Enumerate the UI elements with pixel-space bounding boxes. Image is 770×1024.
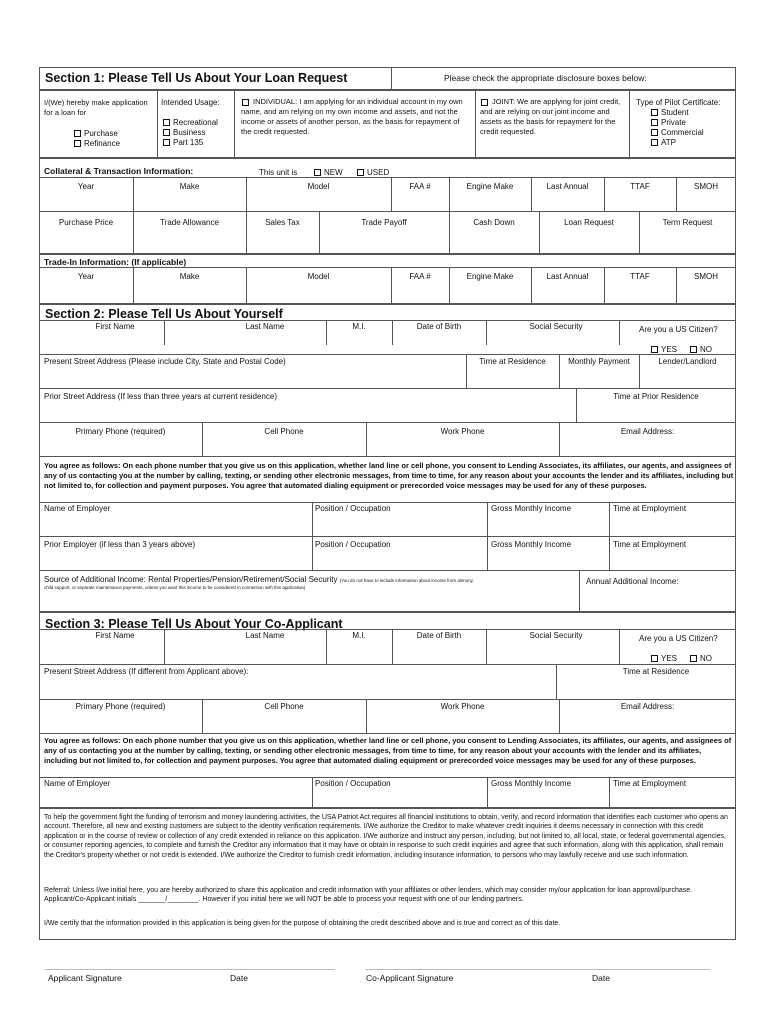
tradein-last-annual-field[interactable]: Last Annual [546,272,589,281]
position-field[interactable]: Position / Occupation [315,504,391,513]
individual-disclosure: INDIVIDUAL: I am applying for an individual account in my own name, and am relying on my own income and assets, and not the income or assets of another person, as the basis for repayment of the credit requested. [241,97,463,136]
cash-down-field[interactable]: Cash Down [473,218,515,227]
co-citizen-no[interactable]: NO [690,654,712,664]
section1-title: Section 1: Please Tell Us About Your Loan Request [45,71,348,85]
smoh-field[interactable]: SMOH [694,182,718,191]
referral-text: Referral: Unless I/we initial here, you are hereby authorized to share this application and credit information with your affiliates or other lenders, which may consider my/our application for loan approval/purchase. Applicant/Co-Applicant initials _______/________. However if you initial here we will NOT be able to process your request with one of our lending partners. [44,887,693,904]
address-field[interactable]: Present Street Address (Please include City, State and Postal Code) [44,357,286,366]
co-gross-income-field[interactable]: Gross Monthly Income [491,779,572,788]
unit-used-option[interactable]: USED [357,168,389,178]
work-phone-field[interactable]: Work Phone [440,427,485,436]
year-field[interactable]: Year [77,182,95,191]
sales-tax-field[interactable]: Sales Tax [265,218,300,227]
applicant-signature-line[interactable] [45,969,335,970]
refinance-option[interactable]: Refinance [74,139,120,149]
recreational-checkbox[interactable] [163,119,170,126]
trade-payoff-field[interactable]: Trade Payoff [361,218,407,227]
co-citizen-yes[interactable]: YES [651,654,677,664]
lender-landlord-field[interactable]: Lender/Landlord [658,357,717,366]
certification-text: I/We certify that the information provided in this application is being given for the purpose of obtaining the credit described above and is true and correct as of this date. [44,920,561,927]
additional-income-source-field[interactable]: Source of Additional Income: Rental Properties/Pension/Retirement/Social Security (You do not have to include information about income from alimony, [44,575,474,584]
first-name-field[interactable]: First Name [95,322,135,331]
tradein-faa-field[interactable]: FAA # [409,272,431,281]
citizen-yes[interactable]: YES [651,345,677,355]
co-cell-phone-field[interactable]: Cell Phone [264,702,304,711]
co-position-field[interactable]: Position / Occupation [315,779,391,788]
usage-business[interactable]: Business [163,128,205,138]
co-applicant-signature-label: Co-Applicant Signature [366,973,454,983]
time-employment-field[interactable]: Time at Employment [613,504,687,513]
section2-box [39,304,736,612]
dob-field[interactable]: Date of Birth [416,322,462,331]
business-checkbox[interactable] [163,129,170,136]
ttaf-field[interactable]: TTAF [630,182,650,191]
pilot-certificate-label: Type of Pilot Certificate: [636,98,721,107]
time-prior-residence-field[interactable]: Time at Prior Residence [613,392,699,401]
tradein-engine-field[interactable]: Engine Make [466,272,514,281]
usage-part135[interactable]: Part 135 [163,138,203,148]
primary-phone-field[interactable]: Primary Phone (required) [75,427,166,436]
consent-text: You agree as follows: On each phone number that you give us on this application, whether land line or cell phone, you consent to Lending Associates, its affiliates, our agents, and assignees of any of us contacting you at the number by calling, texting, or sending other electronic messages, from time to time, for any reason about your accounts the lender and its affiliates, including but not limited to, for collection and payment purposes. You agree that automated dialing equipment or prerecorded voice messages may be used for any of these purposes. [44,461,734,490]
co-time-residence-field[interactable]: Time at Residence [622,667,690,676]
prior-time-employment-field[interactable]: Time at Employment [613,540,687,549]
usage-recreational[interactable]: Recreational [163,118,218,128]
make-field[interactable]: Make [179,182,200,191]
annual-additional-income-field[interactable]: Annual Additional Income: [586,577,679,586]
prior-address-field[interactable]: Prior Street Address (If less than three years at current residence) [44,392,277,401]
refinance-checkbox[interactable] [74,140,81,147]
monthly-payment-field[interactable]: Monthly Payment [568,357,630,366]
tradein-heading: Trade-In Information: (If applicable) [44,257,187,267]
co-applicant-date-label: Date [592,973,610,983]
citizen-no[interactable]: NO [690,345,712,355]
used-checkbox[interactable] [357,169,364,176]
citizen-yes-checkbox[interactable] [651,346,658,353]
co-first-name-field[interactable]: First Name [95,631,135,640]
co-time-employment-field[interactable]: Time at Employment [613,779,687,788]
co-primary-phone-field[interactable]: Primary Phone (required) [75,702,166,711]
co-employer-field[interactable]: Name of Employer [44,779,111,788]
co-dob-field[interactable]: Date of Birth [416,631,462,640]
pilot-commercial[interactable]: Commercial [651,128,704,138]
co-address-field[interactable]: Present Street Address (If different from Applicant above): [44,667,249,676]
co-email-field[interactable]: Email Address: [620,702,675,711]
joint-disclosure: JOINT: We are applying for joint credit, and are relying on our joint income and assets as the basis for repayment for the credit requested. [480,97,621,136]
additional-income-note: child support, or separate maintenance payments, unless you want this income to be considered in connection with this application) [44,585,306,590]
term-request-field[interactable]: Term Request [662,218,713,227]
purchase-checkbox[interactable] [74,130,81,137]
applicant-signature-label: Applicant Signature [48,973,122,983]
unit-new-option[interactable]: NEW [314,168,343,178]
co-citizen-yes-checkbox[interactable] [651,655,658,662]
co-citizen-no-checkbox[interactable] [690,655,697,662]
intended-usage-label: Intended Usage: [161,98,220,107]
section2-title: Section 2: Please Tell Us About Yourself [45,307,283,321]
collateral-heading: Collateral & Transaction Information: [44,166,194,176]
atp-checkbox[interactable] [651,139,658,146]
gross-income-field[interactable]: Gross Monthly Income [491,504,572,513]
co-citizen-question: Are you a US Citizen? [639,634,718,643]
tradein-year-field[interactable]: Year [77,272,95,281]
cell-phone-field[interactable]: Cell Phone [264,427,304,436]
tradein-model-field[interactable]: Model [307,272,330,281]
part135-checkbox[interactable] [163,139,170,146]
private-checkbox[interactable] [651,119,658,126]
citizen-question: Are you a US Citizen? [639,325,718,334]
mi-field[interactable]: M.I. [352,322,366,331]
tradein-make-field[interactable]: Make [179,272,200,281]
co-consent-text: You agree as follows: On each phone number that you give us on this application, whether land line or cell phone, you consent to Lending Associates, its affiliates, our agents, and assignees of any of us contacting you at the number by calling, texting, or sending other electronic messages, from time to time, for any reason about your accounts with the lender and its affiliates, including but not limited to, for collection and payment purposes. You agree that automated dialing equipment or prerecorded voice messages may be used for any of these purposes. [44,736,732,765]
new-checkbox[interactable] [314,169,321,176]
tradein-smoh-field[interactable]: SMOH [694,272,718,281]
patriot-act-text: To help the government fight the funding of terrorism and money laundering activities, the USA Patriot Act requires all financial institutions to obtain, verify, and record information that identifies each customer who opens an account. Therefore, all new and existing customers are subject to the identity verification requirements. I/We authorize the Creditor to make whatever credit inquiries it deems necessary in connection with this credit application or in the course of review or collection of any credit extended in reliance on this application. I/We authorize and instruct any person, including, but not limited to, all local, state, or federal governmental agencies, or consumer reporting agencies, to complete and furnish the Creditor any information that it may have or obtain in response to such credit inquiries and agree that such information, along with this application, shall remain the Creditor's property whether or not credit is extended. I/We authorize the Creditor to furnish credit information, including insurance information, to persons who may lawfully receive and use such information. [44,814,728,859]
time-residence-field[interactable]: Time at Residence [479,357,546,366]
faa-field[interactable]: FAA # [409,182,431,191]
ssn-field[interactable]: Social Security [529,322,583,331]
purchase-price-field[interactable]: Purchase Price [58,218,114,227]
applicant-date-label: Date [230,973,248,983]
pilot-private[interactable]: Private [651,118,686,128]
trade-allowance-field[interactable]: Trade Allowance [160,218,219,227]
commercial-checkbox[interactable] [651,129,658,136]
citizen-no-checkbox[interactable] [690,346,697,353]
co-applicant-signature-line[interactable] [365,969,710,970]
co-ssn-field[interactable]: Social Security [529,631,583,640]
pilot-atp[interactable]: ATP [651,138,676,148]
co-work-phone-field[interactable]: Work Phone [440,702,485,711]
co-last-name-field[interactable]: Last Name [245,631,285,640]
unit-is-label: This unit is [259,168,298,177]
tradein-ttaf-field[interactable]: TTAF [630,272,650,281]
purchase-option[interactable]: Purchase [74,129,118,139]
employer-field[interactable]: Name of Employer [44,504,111,513]
prior-employer-field[interactable]: Prior Employer (if less than 3 years above) [44,540,196,549]
disclosure-instructions: Please check the appropriate disclosure boxes below: [444,73,647,83]
loan-request-field[interactable]: Loan Request [564,218,614,227]
loan-intro: I/(We) hereby make application for a loan for [44,98,148,117]
last-name-field[interactable]: Last Name [245,322,285,331]
prior-position-field[interactable]: Position / Occupation [315,540,391,549]
loan-application-form [39,67,736,940]
co-mi-field[interactable]: M.I. [352,631,366,640]
prior-gross-income-field[interactable]: Gross Monthly Income [491,540,572,549]
section3-title: Section 3: Please Tell Us About Your Co-Applicant [45,617,343,631]
email-field[interactable]: Email Address: [620,427,675,436]
student-checkbox[interactable] [651,109,658,116]
last-annual-field[interactable]: Last Annual [546,182,589,191]
model-field[interactable]: Model [307,182,330,191]
engine-make-field[interactable]: Engine Make [466,182,514,191]
pilot-student[interactable]: Student [651,108,689,118]
